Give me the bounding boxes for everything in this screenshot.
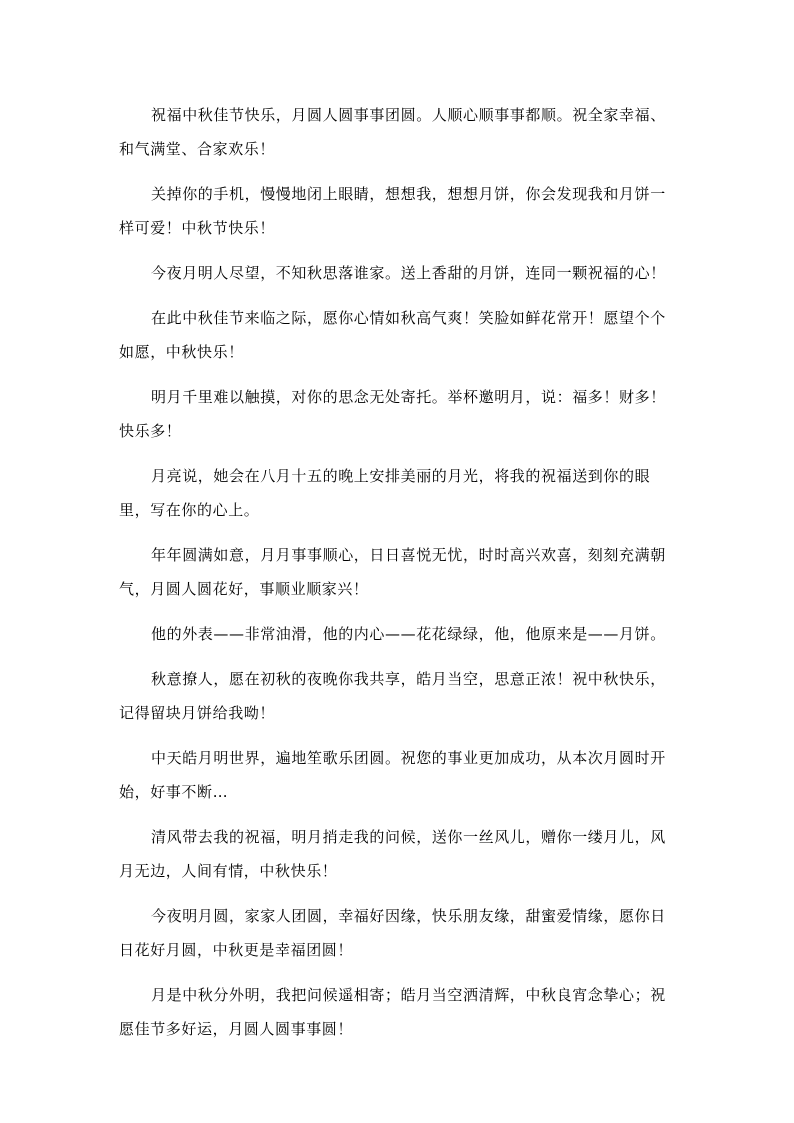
paragraph-13: 月是中秋分外明，我把问候遥相寄；皓月当空洒清辉，中秋良宵念挚心；祝愿佳节多好运，月圆人圆事事圆！ — [119, 986, 666, 1038]
paragraph-8: 他的外表——非常油滑，他的内心——花花绿绿，他，他原来是——月饼。 — [151, 625, 666, 643]
paragraph-1: 祝福中秋佳节快乐，月圆人圆事事团圆。人顺心顺事事都顺。祝全家幸福、和气满堂、合家欢乐！ — [119, 106, 666, 158]
paragraph-2: 关掉你的手机，慢慢地闭上眼睛，想想我，想想月饼，你会发现我和月饼一样可爱！中秋节快乐！ — [119, 185, 666, 237]
document-body — [119, 98, 667, 1057]
paragraph-12: 今夜明月圆，家家人团圆，幸福好因缘，快乐朋友缘，甜蜜爱情缘，愿你日日花好月圆，中秋更是幸福团圆！ — [119, 907, 666, 959]
paragraph-4: 在此中秋佳节来临之际，愿你心情如秋高气爽！笑脸如鲜花常开！愿望个个如愿，中秋快乐！ — [119, 309, 666, 361]
paragraph-9: 秋意撩人，愿在初秋的夜晚你我共享，皓月当空，思意正浓！祝中秋快乐，记得留块月饼给我呦！ — [119, 670, 666, 722]
paragraph-10: 中天皓月明世界，遍地笙歌乐团圆。祝您的事业更加成功，从本次月圆时开始，好事不断… — [119, 749, 666, 801]
paragraph-3: 今夜月明人尽望，不知秋思落谁家。送上香甜的月饼，连同一颗祝福的心！ — [151, 264, 666, 282]
paragraph-5: 明月千里难以触摸，对你的思念无处寄托。举杯邀明月，说：福多！财多！快乐多！ — [119, 388, 666, 440]
paragraph-7: 年年圆满如意，月月事事顺心，日日喜悦无忧，时时高兴欢喜，刻刻充满朝气，月圆人圆花好，事顺业顺家兴！ — [119, 546, 666, 598]
paragraph-6: 月亮说，她会在八月十五的晚上安排美丽的月光，将我的祝福送到你的眼里，写在你的心上。 — [119, 467, 651, 519]
paragraph-11: 清风带去我的祝福，明月捎走我的问候，送你一丝风儿，赠你一缕月儿，风月无边，人间有情，中秋快乐！ — [119, 828, 666, 880]
